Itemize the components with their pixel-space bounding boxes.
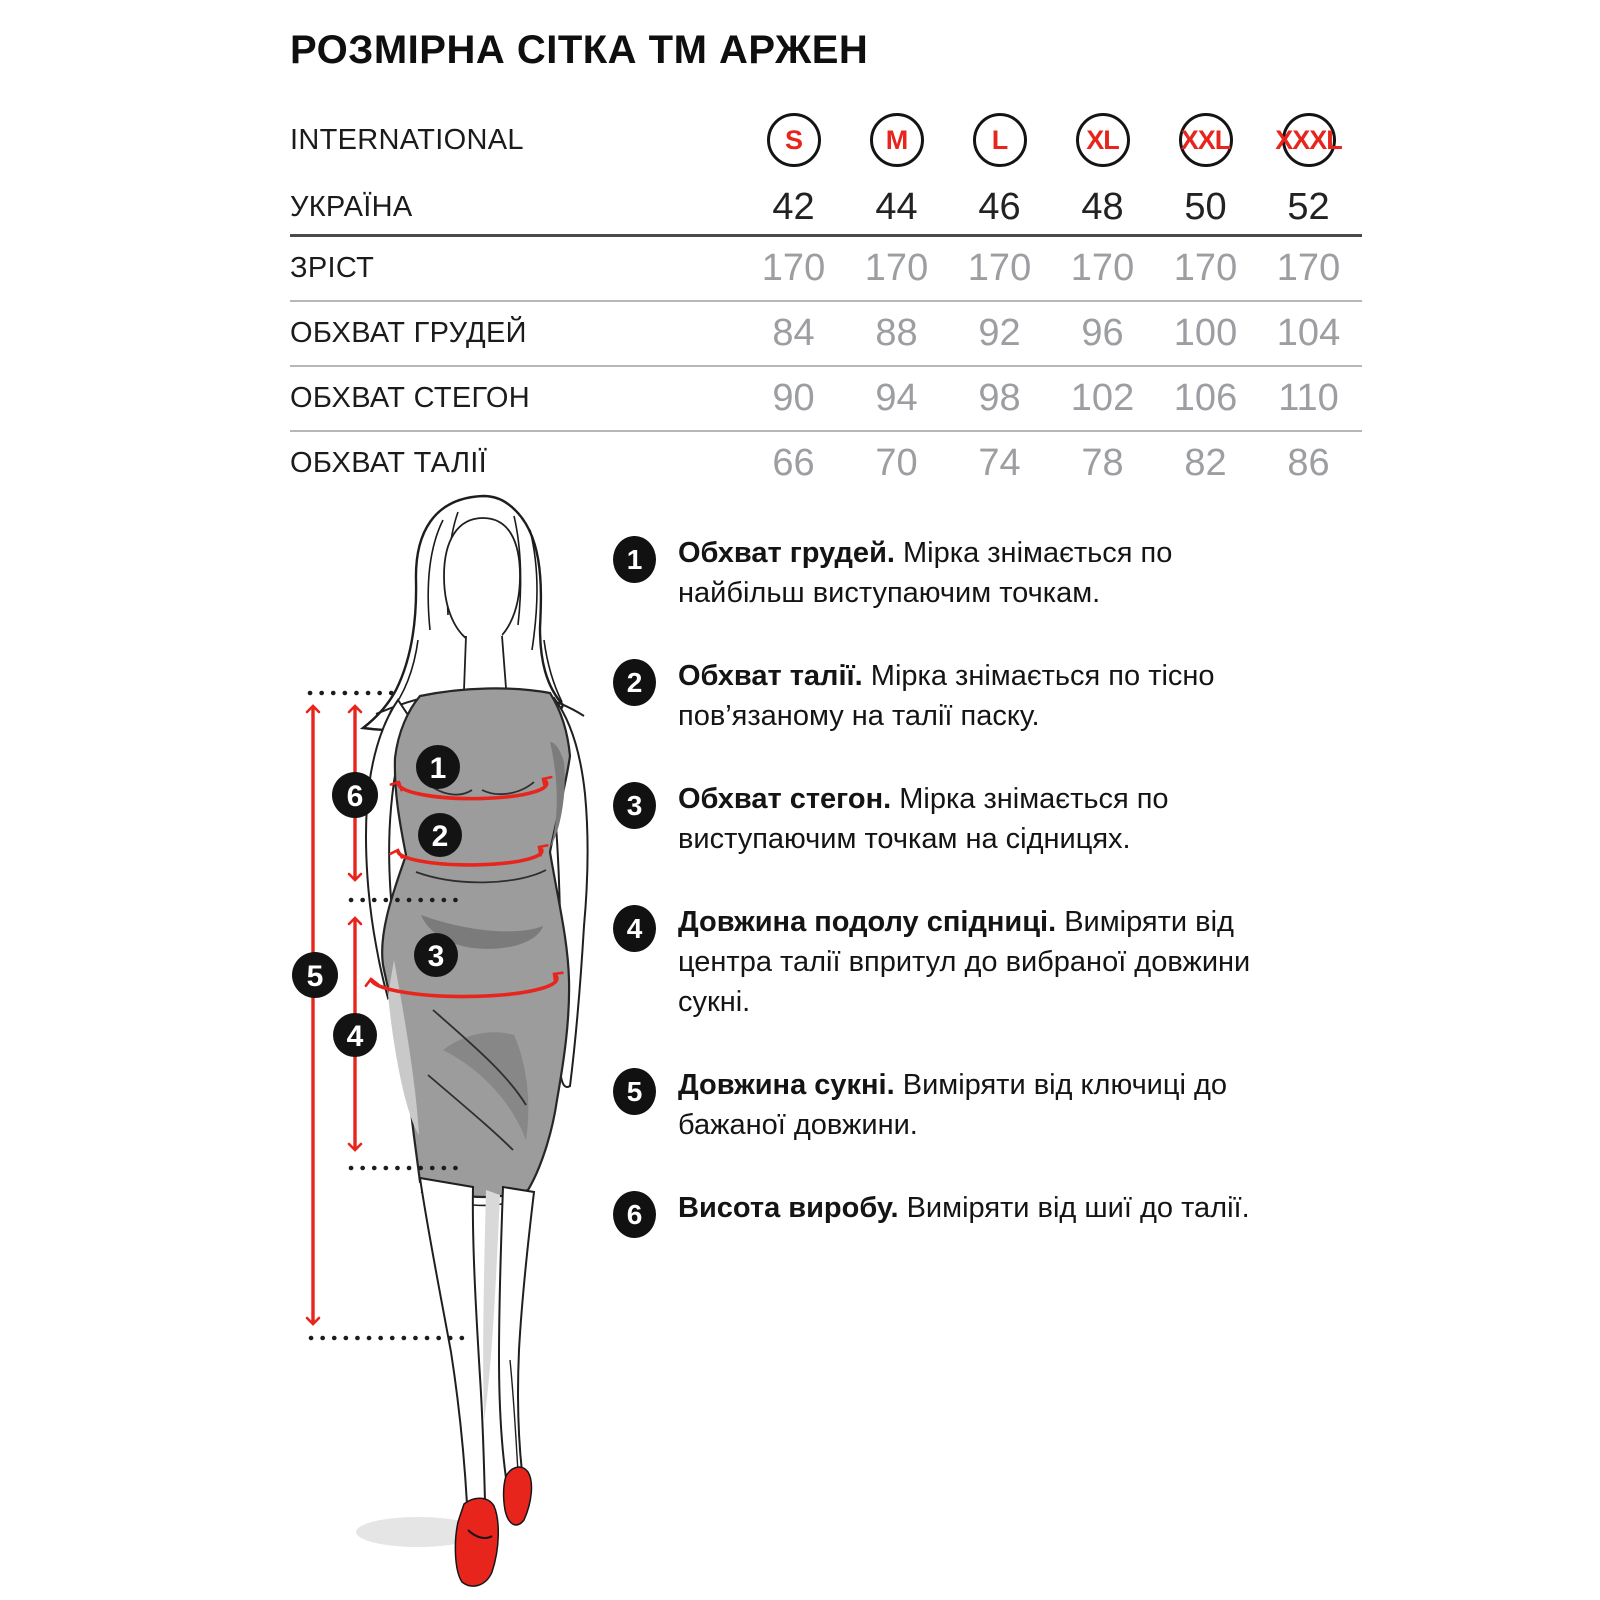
legend-bullet-4: 4 [613,905,656,952]
cell-value: 110 [1278,377,1339,419]
table-row-international [290,100,1362,180]
cell-value: 92 [978,312,1021,354]
legend-item-4 [613,902,1278,1022]
cell-value: 86 [1287,442,1330,484]
page-title: РОЗМІРНА СІТКА ТМ АРЖЕН [290,28,869,72]
measurement-legend [613,533,1278,1238]
marker-number-2: 2 [431,820,449,853]
cell-value: 170 [1070,247,1135,289]
legend-desc: Мірка знімається по найбільш виступаючим точкам. [678,537,1173,609]
size-letter: XXXL [1275,124,1342,155]
cell-value: 94 [875,377,918,419]
row-label-hips: ОБХВАТ СТЕГОН [290,382,531,414]
legend-bullet-3: 3 [613,782,656,829]
ukraine-size: 44 [875,185,918,228]
ukraine-size: 42 [772,185,815,228]
size-letter: M [885,124,908,155]
table-row-waist [290,432,1362,495]
cell-value: 170 [761,247,826,289]
ukraine-size: 50 [1184,185,1227,228]
legend-term: Довжина сукні. [678,1069,895,1101]
table-row-ukraine [290,180,1362,237]
legend-item-6 [613,1188,1278,1238]
cell-value: 66 [772,442,815,484]
legend-item-2 [613,656,1278,736]
cell-value: 82 [1184,442,1227,484]
size-circle-xxxl [1275,113,1342,167]
legend-item-3 [613,779,1278,859]
cell-value: 100 [1173,312,1238,354]
cell-value: 96 [1081,312,1124,354]
ukraine-size: 48 [1081,185,1124,228]
marker-number-1: 1 [429,752,447,785]
legend-term: Обхват грудей. [678,537,895,569]
ukraine-size: 52 [1287,185,1330,228]
size-letter: XL [1086,124,1119,155]
cell-value: 70 [875,442,918,484]
cell-value: 170 [1173,247,1238,289]
size-circle-s [767,113,821,167]
size-circle-xxl [1179,113,1233,167]
measurement-figure-illustration [268,490,628,1600]
marker-number-5: 5 [306,960,324,993]
front-shoe [455,1498,498,1586]
legend-term: Висота виробу. [678,1192,899,1224]
legend-term: Обхват стегон. [678,783,892,815]
back-leg [499,1187,534,1478]
leg-shadow [483,1190,500,1420]
marker-number-3: 3 [427,940,445,973]
table-row-height [290,237,1362,302]
row-label-chest: ОБХВАТ ГРУДЕЙ [290,317,527,349]
size-letter: L [991,124,1008,155]
legend-desc: Мірка знімається по тісно пов’язаному на талії паску. [678,660,1215,732]
size-letter: S [784,124,802,155]
legend-bullet-2: 2 [613,659,656,706]
row-label-international: INTERNATIONAL [290,123,524,156]
cell-value: 104 [1276,312,1341,354]
ukraine-size: 46 [978,185,1021,228]
legend-desc: Мірка знімається по виступаючим точкам на сідницях. [678,783,1169,855]
face [444,518,520,646]
legend-desc: Виміряти від ключиці до бажаної довжини. [678,1069,1228,1141]
cell-value: 74 [978,442,1021,484]
table-row-chest [290,302,1362,367]
legend-item-1 [613,533,1278,613]
size-table [290,100,1362,495]
cell-value: 170 [967,247,1032,289]
legend-bullet-6: 6 [613,1191,656,1238]
row-label-height: ЗРІСТ [290,252,375,284]
row-label-ukraine: УКРАЇНА [290,190,413,223]
cell-value: 98 [978,377,1021,419]
cell-value: 88 [875,312,918,354]
size-circle-xl [1076,113,1130,167]
table-row-hips [290,367,1362,432]
legend-term: Довжина подолу спідниці. [678,906,1057,938]
cell-value: 102 [1070,377,1135,419]
cell-value: 84 [772,312,815,354]
front-leg [420,1178,485,1504]
cell-value: 90 [772,377,815,419]
legend-bullet-1: 1 [613,536,656,583]
row-label-waist: ОБХВАТ ТАЛІЇ [290,447,487,479]
legend-desc: Виміряти від шиї до талії. [906,1192,1250,1224]
cell-value: 170 [1276,247,1341,289]
size-circle-m [870,113,924,167]
legend-item-5 [613,1065,1278,1145]
cell-value: 170 [864,247,929,289]
size-letter: XXL [1180,124,1231,155]
cell-value: 106 [1173,377,1238,419]
legend-term: Обхват талії. [678,660,863,692]
cell-value: 78 [1081,442,1124,484]
legend-desc: Виміряти від центра талії впритул до вибраної довжини сукні. [678,906,1251,1018]
size-circle-l [973,113,1027,167]
marker-number-4: 4 [346,1020,364,1053]
marker-number-6: 6 [346,780,364,813]
back-shoe [504,1467,532,1525]
legend-bullet-5: 5 [613,1068,656,1115]
